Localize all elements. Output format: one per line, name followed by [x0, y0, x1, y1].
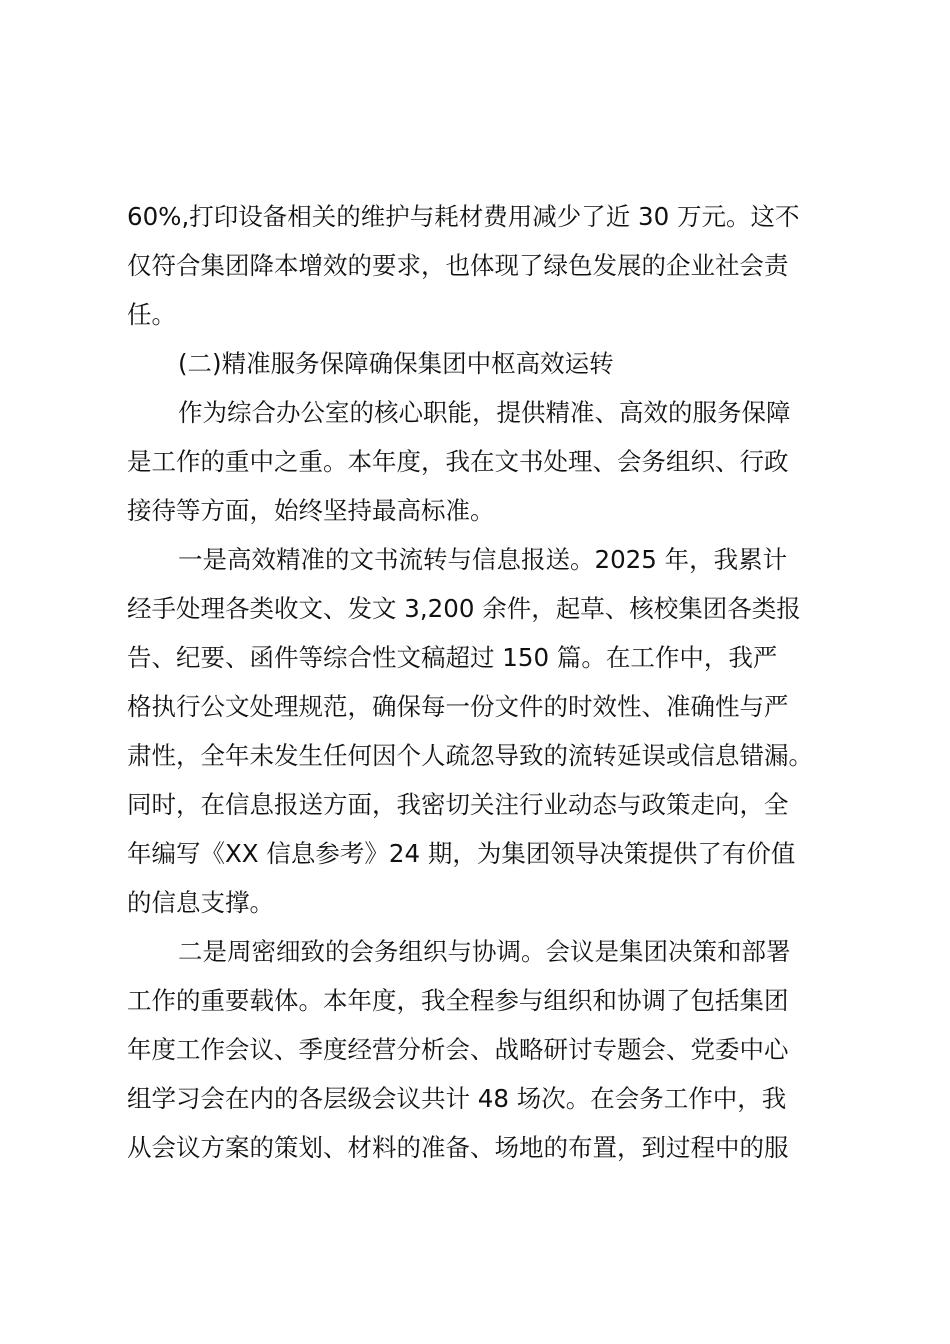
- text-line: 是工作的重中之重。本年度，我在文书处理、会务组织、行政: [127, 447, 789, 476]
- text-line: 一是高效精准的文书流转与信息报送。2025 年，我累计: [178, 545, 788, 574]
- text-line: 的信息支撑。: [127, 888, 274, 917]
- section-heading: (二)精准服务保障确保集团中枢高效运转: [178, 349, 614, 378]
- text-line: 作为综合办公室的核心职能，提供精准、高效的服务保障: [178, 398, 791, 427]
- text-line: 任。: [127, 300, 176, 329]
- text-line: 年度工作会议、季度经营分析会、战略研讨专题会、党委中心: [127, 1035, 789, 1064]
- text-line: 年编写《XX 信息参考》24 期，为集团领导决策提供了有价值: [127, 839, 796, 868]
- text-line: 组学习会在内的各层级会议共计 48 场次。在会务工作中，我: [127, 1084, 787, 1113]
- text-line: 经手处理各类收文、发文 3,200 余件，起草、核校集团各类报: [127, 594, 801, 623]
- text-line: 工作的重要载体。本年度，我全程参与组织和协调了包括集团: [127, 986, 789, 1015]
- text-line: 格执行公文处理规范，确保每一份文件的时效性、准确性与严: [127, 692, 789, 721]
- text-line: 仅符合集团降本增效的要求，也体现了绿色发展的企业社会责: [127, 251, 789, 280]
- text-line: 二是周密细致的会务组织与协调。会议是集团决策和部署: [178, 937, 791, 966]
- text-line: 肃性，全年未发生任何因个人疏忽导致的流转延误或信息错漏。: [127, 741, 813, 770]
- text-line: 同时，在信息报送方面，我密切关注行业动态与政策走向，全: [127, 790, 789, 819]
- document-body: [127, 192, 827, 1172]
- text-line: 告、纪要、函件等综合性文稿超过 150 篇。在工作中，我严: [127, 643, 778, 672]
- text-line: 60%,打印设备相关的维护与耗材费用减少了近 30 万元。这不: [127, 202, 800, 231]
- text-line: 从会议方案的策划、材料的准备、场地的布置，到过程中的服: [127, 1133, 789, 1162]
- text-line: 接待等方面，始终坚持最高标准。: [127, 496, 495, 525]
